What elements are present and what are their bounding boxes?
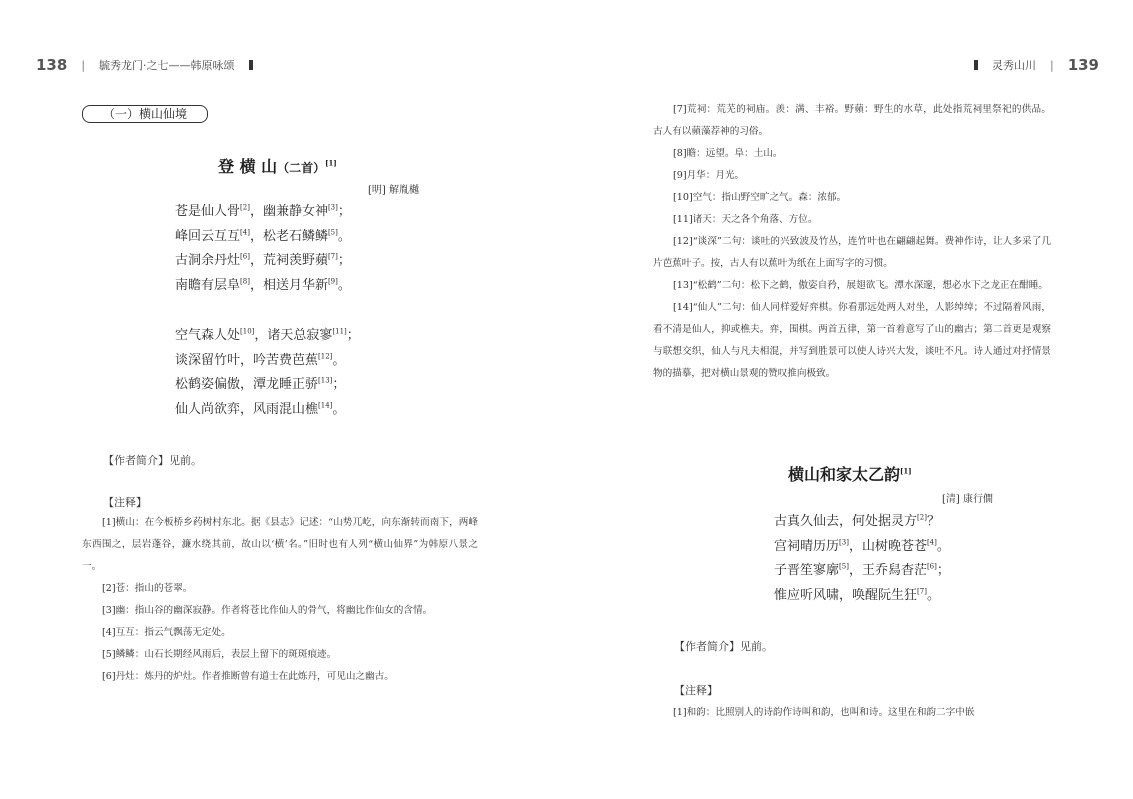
note-item: [7]荒祠：荒芜的祠庙。羡：满、丰裕。野蘋：野生的水草，此处指荒祠里祭祀的供品。古人有以蘋藻荐神的习俗。 xyxy=(653,104,1051,137)
poem-title-text: 横山和家太乙韵 xyxy=(788,465,901,484)
footnote-ref: [1] xyxy=(900,466,912,476)
left-page-number: 138 xyxy=(36,56,68,74)
head-marker xyxy=(249,60,253,70)
note-item: [8]瞻：远望。阜：土山。 xyxy=(673,148,783,159)
verse-line: 子晋笙寥廓[5]，王乔舄杳茫[6]； xyxy=(774,562,950,578)
poem-title xyxy=(218,154,337,177)
poem-subtitle: （二首） xyxy=(277,161,326,175)
verse-line: 惟应听风啸，唤醒阮生狂[7]。 xyxy=(774,587,940,603)
notes-heading: 【注释】 xyxy=(674,684,718,697)
verse-line: 南瞻有层阜[8]，相送月华新[9]。 xyxy=(175,277,351,293)
verse-line: 苍是仙人骨[2]，幽兼静女神[3]； xyxy=(175,203,351,219)
note-item: [6]丹灶：炼丹的炉灶。作者推断曾有道士在此炼丹，可见山之幽古。 xyxy=(102,671,394,682)
author-intro: 【作者简介】见前。 xyxy=(674,640,773,653)
poem-stanza-1 xyxy=(175,200,351,298)
verse-line: 古洞余丹灶[6]，荒祠羡野蘋[7]； xyxy=(175,252,351,268)
head-marker xyxy=(974,60,978,70)
poem-stanza-2 xyxy=(175,324,360,422)
notes-list-continued xyxy=(653,99,1051,385)
note-item: [3]幽：指山谷的幽深寂静。作者将苍比作仙人的骨气，将幽比作仙女的含情。 xyxy=(102,605,433,616)
note-item: [14]“仙人”二句：仙人同样爱好弈棋。你看那远处两人对坐，人影绰绰；不过隔着风雨，看不清是仙人，抑或樵夫。弈，围棋。两首五律，第一首着意写了山的幽古；第二首更是观察与联想交织，仙人与凡夫相混，并写到胜景可以使人诗兴大发，谈吐不凡。诗人通过对抒情景物的描摹，把对横山景观的赞叹推向极致。 xyxy=(653,302,1051,379)
note-item: [11]诸天：天之各个角落、方位。 xyxy=(673,214,818,225)
verse-line: 松鹤姿偏傲，潭龙睡正骄[13]； xyxy=(175,376,346,392)
verse-line: 宫祠晴历历[3]，山树晚苍苍[4]。 xyxy=(774,538,950,554)
head-divider: | xyxy=(81,58,86,72)
right-running-title: 灵秀山川 xyxy=(991,59,1036,72)
verse-line: 谈深留竹叶，吟苦费芭蕉[12]。 xyxy=(175,352,346,368)
note-item: [1]横山：在今板桥乡药树村东北。据《县志》记述：“山势兀屹，向东渐转而南下，两峰东西围之，层岩蓬谷，濂水绕其前，故山以‘横’名。”旧时也有人列“横山仙界”为韩原八景之一。 xyxy=(82,517,478,572)
verse-line: 峰回云互互[4]，松老石鳞鳞[5]。 xyxy=(175,228,351,244)
notes-list-2 xyxy=(653,702,1051,724)
note-item: [1]和韵：比照别人的诗韵作诗叫和韵，也叫和诗。这里在和韵二字中嵌 xyxy=(673,707,975,718)
note-item: [13]“松鹤”二句：松下之鹤，傲姿自矜，展翅欲飞。潭水深邃，想必水下之龙正在酣睡。 xyxy=(673,280,1048,291)
left-running-title: 毓秀龙门·之七——韩原咏颂 xyxy=(99,59,235,72)
author-intro: 【作者简介】见前。 xyxy=(103,454,202,467)
footnote-ref: [1] xyxy=(325,158,337,168)
head-divider: | xyxy=(1049,58,1054,72)
verse-line: 仙人尚欲弈，风雨混山樵[14]。 xyxy=(175,401,346,417)
poem-title-text: 登 横 山 xyxy=(218,157,278,176)
notes-list xyxy=(82,512,478,688)
verse-line: 古真久仙去，何处据灵方[2]？ xyxy=(774,513,940,529)
poem-author: [明] 解胤樾 xyxy=(368,185,419,196)
note-item: [2]苍：指山的苍翠。 xyxy=(102,583,193,594)
note-item: [12]“谈深”二句：谈吐的兴致波及竹丛，连竹叶也在翩翩起舞。费神作诗，让人多采了几片芭蕉叶子。按，古人有以蕉叶为纸在上面写字的习惯。 xyxy=(653,236,1051,269)
right-page xyxy=(566,0,1133,799)
note-item: [9]月华：月光。 xyxy=(673,170,745,181)
poem-author: [清] 康行僩 xyxy=(942,494,993,505)
left-page xyxy=(0,0,566,799)
left-running-head xyxy=(36,54,253,76)
poem-verses xyxy=(774,510,950,608)
verse-line: 空气森人处[10]，诸天总寂寥[11]； xyxy=(175,327,360,343)
poem-title xyxy=(788,462,912,485)
right-running-head xyxy=(974,54,1099,76)
note-item: [10]空气：指山野空旷之气。森：浓郁。 xyxy=(673,192,847,203)
note-item: [4]互互：指云气飘荡无定处。 xyxy=(102,627,231,638)
note-item: [5]鳞鳞：山石长期经风雨后，表层上留下的斑斑痕迹。 xyxy=(102,649,337,660)
notes-heading: 【注释】 xyxy=(103,496,147,509)
right-page-number: 139 xyxy=(1067,56,1099,74)
section-tag: （一）横山仙境 xyxy=(82,105,208,123)
